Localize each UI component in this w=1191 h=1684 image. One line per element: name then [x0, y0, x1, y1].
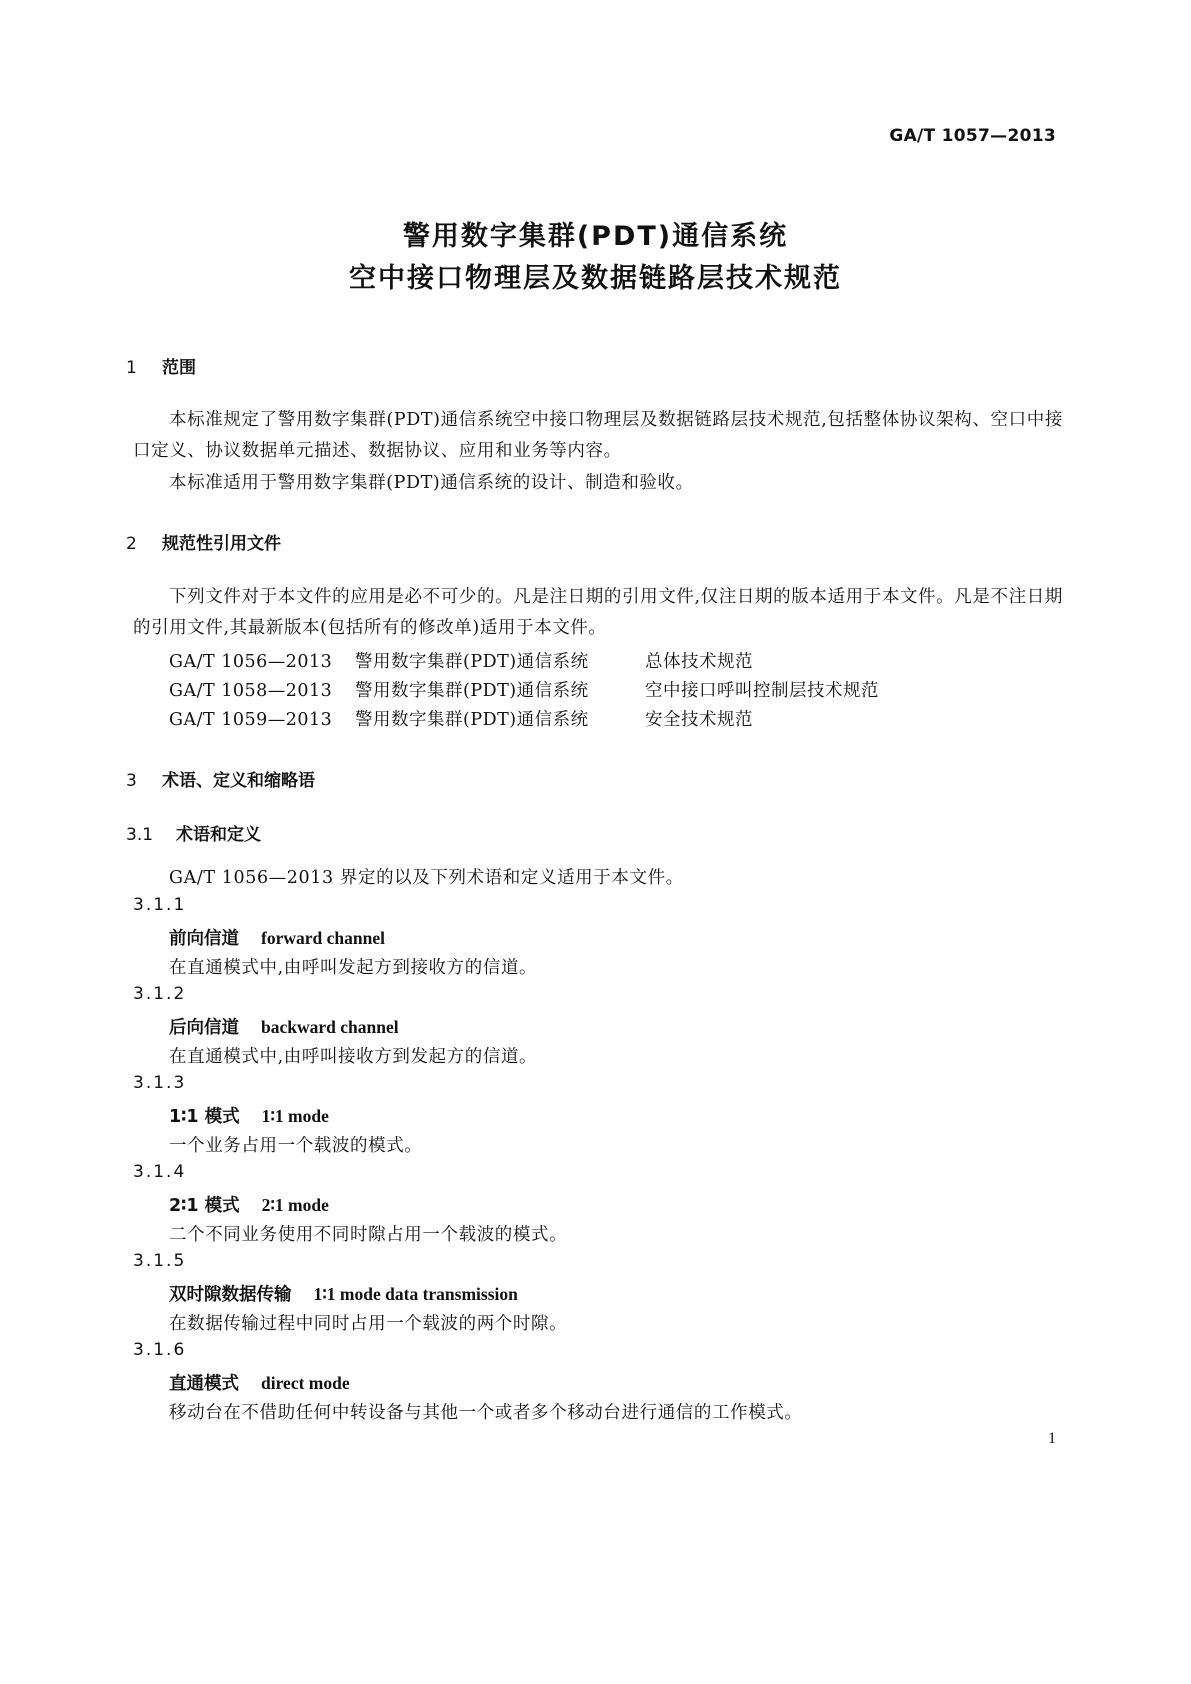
- section-number: 3: [126, 771, 137, 791]
- subsection-3-1-heading: [126, 820, 261, 845]
- section-2-heading: [126, 529, 281, 554]
- term-definition: 在直通模式中,由呼叫发起方到接收方的信道。: [169, 958, 538, 978]
- reference-title: 空中接口呼叫控制层技术规范: [645, 681, 879, 701]
- term-definition: 在直通模式中,由呼叫接收方到发起方的信道。: [169, 1047, 538, 1067]
- section-1-heading: [126, 353, 196, 378]
- reference-title: 总体技术规范: [645, 652, 753, 672]
- term-number: 3.1.5: [133, 1251, 187, 1271]
- term-zh: 2∶1 模式: [169, 1196, 240, 1216]
- term-number: 3.1.3: [133, 1073, 187, 1093]
- reference-code: GA/T 1056—2013: [169, 652, 333, 672]
- reference-standard: 警用数字集群(PDT)通信系统: [355, 681, 589, 701]
- title-line-1: 警用数字集群(PDT)通信系统: [402, 221, 789, 252]
- term-number: 3.1.6: [133, 1340, 187, 1360]
- term-title: [169, 925, 385, 950]
- reference-code: GA/T 1059—2013: [169, 710, 333, 730]
- term-zh: 前向信道: [169, 929, 239, 949]
- term-title: [169, 1103, 329, 1128]
- reference-row: [169, 706, 753, 731]
- section-2-paragraph-1: 下列文件对于本文件的应用是必不可少的。凡是注日期的引用文件,仅注日期的版本适用于本文件。凡是不注日期的引用文件,其最新版本(包括所有的修改单)适用于本文件。: [133, 587, 1063, 638]
- term-zh: 1∶1 模式: [169, 1107, 240, 1127]
- term-number: 3.1.1: [133, 895, 187, 915]
- term-en: 2∶1 mode: [261, 1195, 329, 1215]
- reference-code: GA/T 1058—2013: [169, 681, 333, 701]
- section-1-paragraph-2: 本标准适用于警用数字集群(PDT)通信系统的设计、制造和验收。: [169, 473, 694, 493]
- reference-row: [169, 677, 879, 702]
- term-en: 1∶1 mode: [261, 1106, 329, 1126]
- term-en: forward channel: [261, 928, 385, 948]
- section-title: 术语、定义和缩略语: [162, 771, 315, 791]
- term-definition: 二个不同业务使用不同时隙占用一个载波的模式。: [169, 1225, 568, 1245]
- reference-standard: 警用数字集群(PDT)通信系统: [355, 652, 589, 672]
- term-title: [169, 1370, 350, 1395]
- subsection-number: 3.1: [126, 825, 154, 845]
- term-en: backward channel: [261, 1017, 399, 1037]
- section-3-heading: [126, 766, 315, 791]
- term-zh: 双时隙数据传输: [169, 1285, 292, 1305]
- term-definition: 在数据传输过程中同时占用一个载波的两个时隙。: [169, 1314, 568, 1334]
- section-number: 2: [126, 534, 137, 554]
- section-number: 1: [126, 358, 137, 378]
- term-title: [169, 1192, 329, 1217]
- term-en: direct mode: [261, 1373, 350, 1393]
- subsection-intro: GA/T 1056—2013 界定的以及下列术语和定义适用于本文件。: [169, 868, 684, 888]
- term-definition: 一个业务占用一个载波的模式。: [169, 1136, 423, 1156]
- title-line-2: 空中接口物理层及数据链路层技术规范: [349, 263, 842, 294]
- term-title: [169, 1281, 518, 1306]
- section-1-paragraph-1: 本标准规定了警用数字集群(PDT)通信系统空中接口物理层及数据链路层技术规范,包括整体协议架构、空口中接口定义、协议数据单元描述、数据协议、应用和业务等内容。: [133, 410, 1063, 461]
- term-definition: 移动台在不借助任何中转设备与其他一个或者多个移动台进行通信的工作模式。: [169, 1403, 803, 1423]
- reference-title: 安全技术规范: [645, 710, 753, 730]
- page-number: 1: [1048, 1430, 1056, 1447]
- term-zh: 直通模式: [169, 1374, 239, 1394]
- term-en: 1∶1 mode data transmission: [313, 1284, 518, 1304]
- term-title: [169, 1014, 399, 1039]
- section-title: 规范性引用文件: [162, 534, 281, 554]
- term-zh: 后向信道: [169, 1018, 239, 1038]
- section-title: 范围: [162, 358, 196, 378]
- reference-standard: 警用数字集群(PDT)通信系统: [355, 710, 589, 730]
- term-number: 3.1.4: [133, 1162, 187, 1182]
- subsection-title: 术语和定义: [176, 825, 261, 845]
- reference-row: [169, 648, 753, 673]
- term-number: 3.1.2: [133, 984, 187, 1004]
- standard-code: GA/T 1057—2013: [889, 126, 1056, 146]
